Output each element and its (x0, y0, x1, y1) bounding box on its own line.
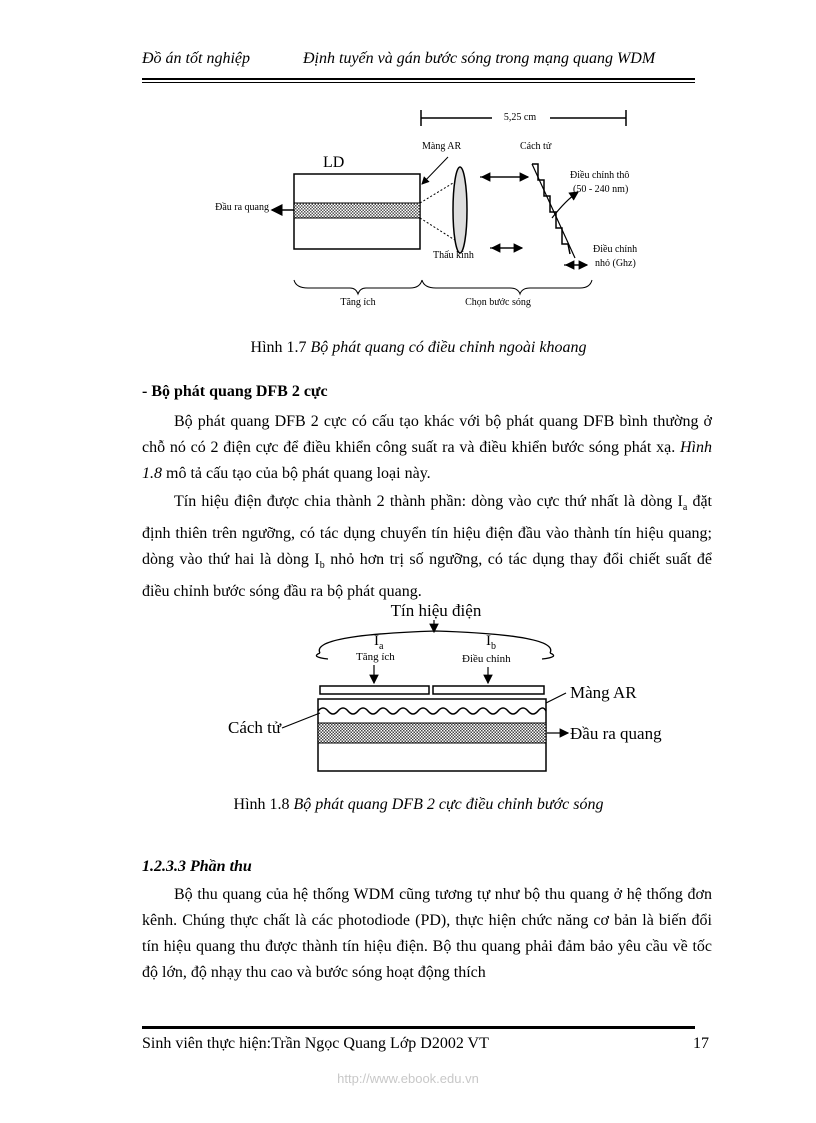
figure-1-8-caption: Hình 1.8 Bộ phát quang DFB 2 cực điều chỉnh bước sóng (233, 796, 604, 813)
dieu-chinh-label: Điều chỉnh (593, 244, 638, 255)
dieu-chinh-tho-label: Điều chỉnh thô (570, 170, 630, 181)
phan-thu-heading: 1.2.3.3 Phần thu (142, 858, 252, 875)
page-number: 17 (693, 1035, 709, 1052)
active-layer (294, 203, 420, 218)
tin-hieu-dien-label: Tín hiệu điện (390, 601, 482, 620)
chon-buoc-song-label: Chọn bước sóng (465, 297, 531, 308)
range-tho-label: (50 - 240 nm) (573, 184, 629, 195)
electrode-a (320, 686, 429, 694)
dfb-paragraph-1: Bộ phát quang DFB 2 cực có cấu tạo khác với bộ phát quang DFB bình thường ở chỗ nó có 2 điện cực để điều khiển công suất ra và điều khiển bước sóng phát xạ. Hình 1.8 mô tả cấu tạo của bộ phát quang loại này. (142, 413, 712, 482)
figure-1-8 (220, 595, 680, 780)
active-layer-2 (318, 723, 546, 743)
cach-tu-label: Cách tử (520, 141, 552, 152)
ld-label: LD (323, 154, 345, 171)
tang-ich-electrode-label: Tăng ích (356, 651, 395, 663)
watermark: http://www.ebook.edu.vn (337, 1071, 479, 1086)
thau-kinh-label: Thấu kính (433, 250, 474, 261)
mang-ar-label-2: Màng AR (570, 683, 637, 702)
ia-label: $I_a$ (374, 633, 384, 652)
lens (453, 167, 467, 253)
tang-ich-label: Tăng ích (340, 297, 376, 308)
mang-ar-label: Màng AR (422, 141, 462, 152)
dieu-chinh-electrode-label: Điều chỉnh (462, 653, 511, 665)
figure-1-7-caption: Hình 1.7 Bộ phát quang có điều chỉnh ngoài khoang (250, 339, 587, 356)
header-rule-thick (142, 78, 695, 80)
header-left: Đồ án tốt nghiệp (142, 50, 250, 67)
electrode-b (433, 686, 544, 694)
header-right: Định tuyến và gán bước sóng trong mạng quang WDM (303, 50, 656, 67)
cach-tu-label-2: Cách tử (228, 718, 282, 737)
phan-thu-paragraph: Bộ thu quang của hệ thống WDM cũng tương tự như bộ thu quang ở hệ thống đơn kênh. Chúng thực chất là các photodiode (PD), thực hiện chức năng cơ bản là biến đổi tín hiệu quang thu được thành tín hiệu điện. Bộ thu quang phải đảm bảo yêu cầu về tốc độ lớn, độ nhạy thu cao và bước sóng hoạt động thích (142, 886, 712, 981)
ib-label: $I_b$ (486, 633, 496, 652)
figure-1-7 (190, 100, 670, 315)
dfb-heading: - Bộ phát quang DFB 2 cực (142, 383, 328, 400)
footer-author: Sinh viên thực hiện:Trần Ngọc Quang Lớp D2002 VT (142, 1035, 489, 1052)
nho-label: nhỏ (Ghz) (595, 258, 636, 269)
header-rule-thin (142, 82, 695, 83)
dimension-label: 5,25 cm (503, 112, 537, 123)
dau-ra-quang-label-2: Đầu ra quang (570, 724, 662, 743)
dfb-paragraph-2: Tín hiệu điện được chia thành 2 thành phần: dòng vào cực thứ nhất là dòng $I_a$ đặt định thiên trên ngưỡng, có tác dụng chuyển tín hiệu điện đầu vào thành tín hiệu quang; dòng vào thứ hai là dòng $I_b$ nhỏ hơn trị số ngưỡng, có tác dụng thay đổi chiết suất để điều chỉnh bước sóng đầu ra bộ phát quang. (142, 493, 713, 601)
dau-ra-quang-label: Đầu ra quang (215, 202, 269, 213)
footer-rule (142, 1026, 695, 1029)
